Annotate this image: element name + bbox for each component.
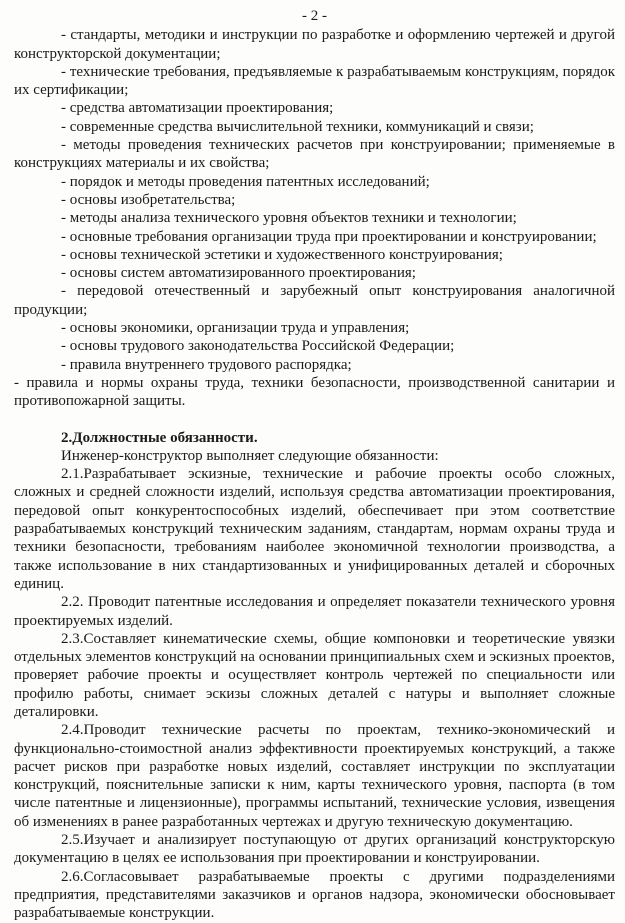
section-heading: 2.Должностные обязанности. xyxy=(61,429,258,446)
knowledge-item: - современные средства вычислительной техники, коммуникаций и связи; xyxy=(61,118,534,135)
knowledge-item: - основы технической эстетики и художественного конструирования; xyxy=(61,246,503,263)
knowledge-item: - основы изобретательства; xyxy=(61,191,236,208)
duty-paragraph: 2.1.Разрабатывает эскизные, технические и рабочие проекты особо сложных, сложных и средней сложности изделий, используя средства автоматизации проектирования, передовой опыт конкурентоспособных изделий, обеспечивает при этом соответствие разрабатываемых конструкций техническим заданиям, стандартам, нормам охраны труда и техники безопасности, требованиям наиболее экономичной технологии производства, а также использование в них стандартизованных и унифицированных деталей и сборочных единиц. xyxy=(14,466,615,592)
duty-paragraph: 2.2. Проводит патентные исследования и определяет показатели технического уровня проектируемых изделий. xyxy=(14,594,615,629)
knowledge-list xyxy=(14,26,615,410)
knowledge-item: - методы анализа технического уровня объектов техники и технологии; xyxy=(61,210,517,227)
knowledge-item: - основы систем автоматизированного проектирования; xyxy=(61,265,416,282)
knowledge-item: - правила и нормы охраны труда, техники безопасности, производственной санитарии и противопожарной защиты. xyxy=(14,374,615,410)
section-gap xyxy=(14,411,615,429)
duty-paragraph: 2.6.Согласовывает разрабатываемые проекты с другими подразделениями предприятия, представителями заказчиков и органов надзора, экономически обосновывает разрабатываемые конструкции. xyxy=(14,868,615,922)
knowledge-item: - технические требования, предъявляемые к разрабатываемым конструкциям, порядок их сертификации; xyxy=(14,63,615,99)
page-number: - 2 - xyxy=(302,8,327,24)
duties-list xyxy=(14,465,615,922)
duty-paragraph: 2.3.Составляет кинематические схемы, общие компоновки и теоретические увязки отдельных элементов конструкций на основании принципиальных схем и эскизных проектов, проверяет рабочие проекты и осуществляет контроль чертежей по специальности или профилю работы, снимает эскизы сложных деталей с натуры и выполняет сложные деталировки. xyxy=(14,630,615,720)
duty-paragraph: 2.4.Проводит технические расчеты по проектам, технико-экономический и функционально-стоимостной анализ эффективности проектируемых конструкций, а также расчет рисков при разработке новых изделий, составляет инструкции по эксплуатации конструкций, пояснительные записки к ним, карты технического уровня, паспорта (в том числе патентные и лицензионные), программы испытаний, технические условия, извещения об изменениях в ранее разработанных чертежах и другую техническую документацию. xyxy=(14,722,615,830)
duty-paragraph: 2.5.Изучает и анализирует поступающую от других организаций конструкторскую документацию в целях ее использования при проектировании и конструировании. xyxy=(14,832,615,867)
section-intro: Инженер-конструктор выполняет следующие обязанности: xyxy=(61,447,439,464)
knowledge-item: - порядок и методы проведения патентных исследований; xyxy=(61,173,430,190)
knowledge-item: - средства автоматизации проектирования; xyxy=(61,100,334,117)
knowledge-item: - основные требования организации труда при проектировании и конструировании; xyxy=(61,228,597,245)
knowledge-item: - основы экономики, организации труда и управления; xyxy=(61,320,410,337)
knowledge-item: - передовой отечественный и зарубежный опыт конструирования аналогичной продукции; xyxy=(14,283,615,318)
knowledge-item: - основы трудового законодательства Российской Федерации; xyxy=(61,338,455,355)
knowledge-item: - правила внутреннего трудового распорядка; xyxy=(61,356,352,373)
knowledge-item: - стандарты, методики и инструкции по разработке и оформлению чертежей и другой конструкторской документации; xyxy=(14,27,615,62)
knowledge-item: - методы проведения технических расчетов при конструировании; применяемые в конструкциях материалы и их свойства; xyxy=(14,137,615,172)
